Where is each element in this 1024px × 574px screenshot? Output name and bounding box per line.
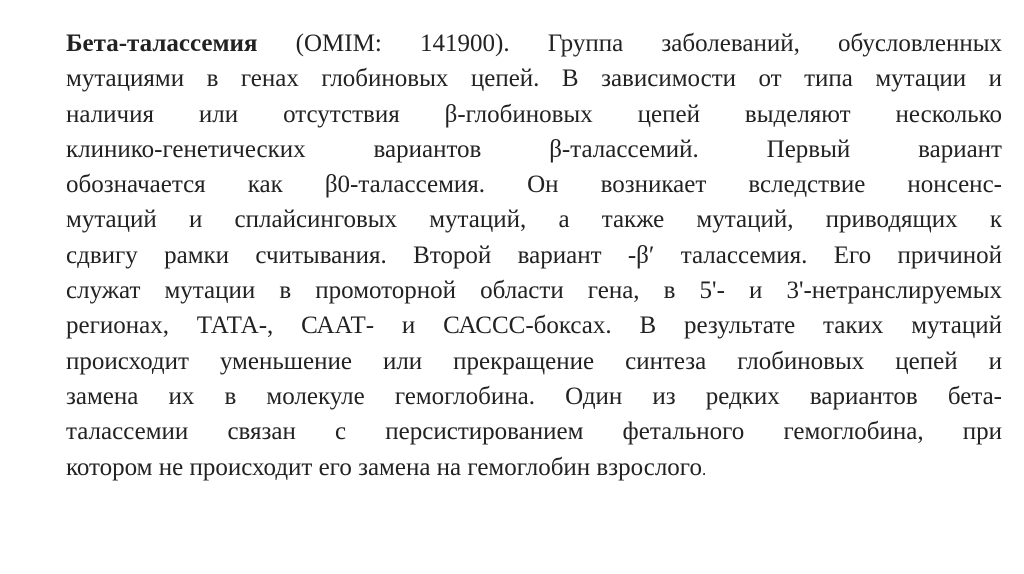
body-paragraph [66, 26, 1002, 485]
first-line-text: (OMIM: 141900). Группа заболеваний, обусловленных [257, 30, 1002, 57]
text-line-3: наличия или отсутствия β-глобиновых цепей выделяют несколько [66, 100, 1002, 128]
text-line-4: клинико-генетических вариантов β-талассемий. Первый вариант [66, 135, 1002, 163]
text-line-9: регионах, ТАТА-, СААТ- и САССС-боксах. В результате таких мутаций [66, 312, 1002, 340]
text-line-13 [66, 450, 1002, 485]
text-line-1 [66, 26, 1002, 61]
text-line-8: служат мутации в промоторной области гена, в 5'- и 3'-нетранслируемых [66, 277, 1002, 305]
last-line-text: котором не происходит его замена на гемоглобин взрослого [66, 453, 702, 481]
text-line-12: талассемии связан с персистированием фетального гемоглобина, при [66, 418, 1002, 446]
text-line-10: происходит уменьшение или прекращение синтеза глобиновых цепей и [66, 347, 1002, 375]
text-line-5: обозначается как β0-талассемия. Он возникает вследствие нонсенс- [66, 171, 1002, 199]
text-line-2: мутациями в генах глобиновых цепей. В зависимости от типа мутации и [66, 65, 1002, 93]
text-line-7: сдвигу рамки считывания. Второй вариант -β′ талассемия. Его причиной [66, 241, 1002, 269]
text-line-11: замена их в молекуле гемоглобина. Один из редких вариантов бета- [66, 382, 1002, 410]
text-line-6: мутаций и сплайсинговых мутаций, а также мутаций, приводящих к [66, 206, 1002, 234]
term-beta-thalassemia: Бета-талассемия [66, 30, 258, 57]
final-period: . [701, 459, 707, 479]
